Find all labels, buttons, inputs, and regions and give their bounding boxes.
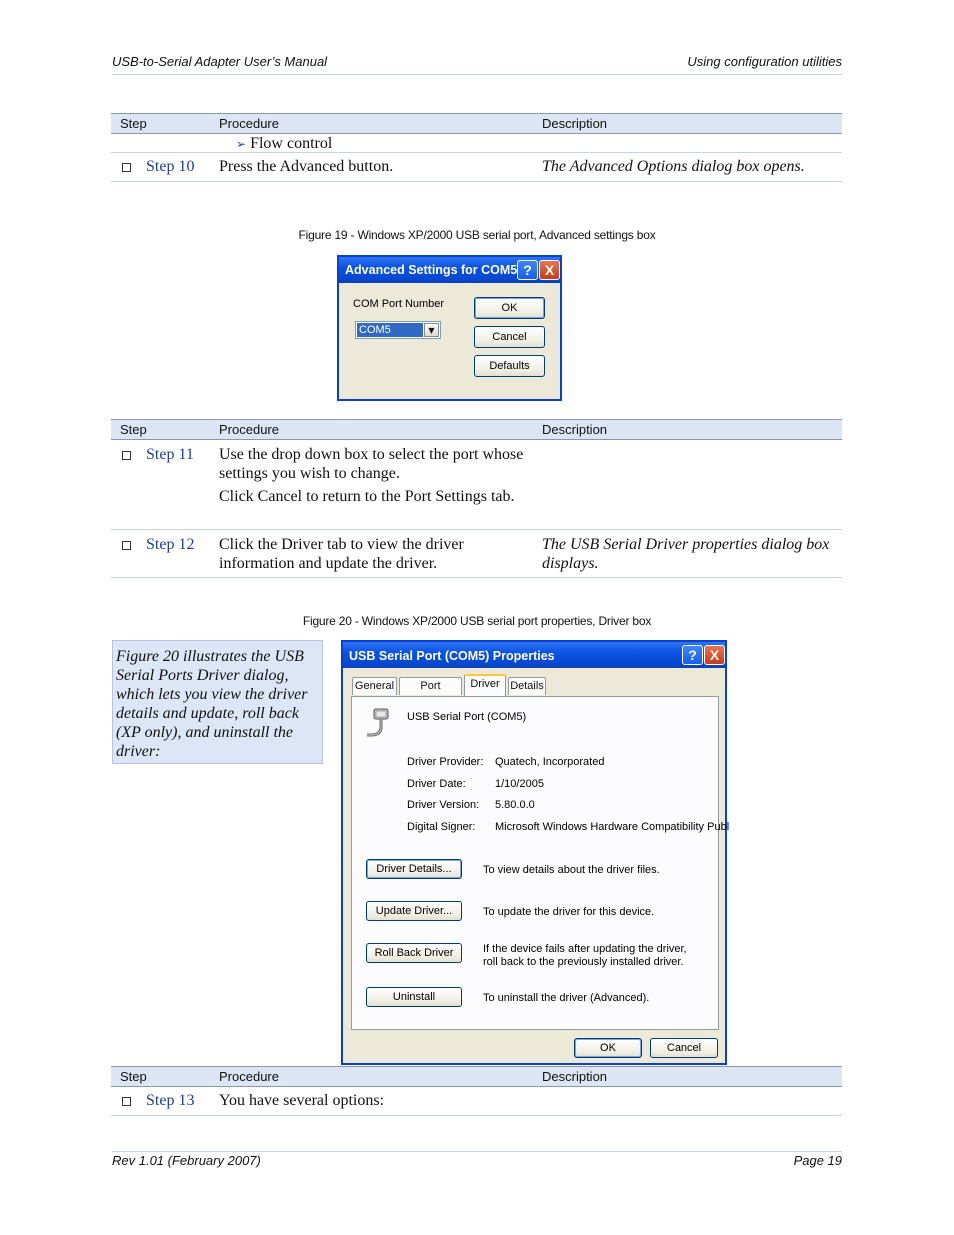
col-step: Step <box>120 116 147 131</box>
step-label: Step 11 <box>146 446 194 463</box>
header-title: USB-to-Serial Adapter User’s Manual <box>112 54 328 69</box>
bullet-item <box>236 134 332 154</box>
col-description: Description <box>542 422 608 437</box>
action-description: To view details about the driver files. <box>483 864 660 876</box>
arrow-bullet-icon: ➢ <box>236 137 247 151</box>
checkbox-icon <box>122 163 131 172</box>
table-header <box>111 113 842 134</box>
com-port-select[interactable] <box>355 321 441 339</box>
advanced-settings-dialog <box>337 255 562 401</box>
help-icon[interactable]: ? <box>517 260 538 280</box>
defaults-button[interactable]: Defaults <box>474 355 545 377</box>
field-value: Microsoft Windows Hardware Compatibility Publ <box>495 821 730 833</box>
dialog-titlebar <box>343 642 725 668</box>
help-icon[interactable]: ? <box>682 645 703 665</box>
driver-tab-panel <box>351 696 730 1030</box>
serial-port-icon <box>365 707 395 741</box>
table-row <box>111 153 842 182</box>
update-driver-button[interactable]: Update Driver... <box>366 901 462 921</box>
field-label: Driver Date: <box>407 778 466 790</box>
step-label: Step 10 <box>146 158 195 175</box>
action-description: To update the driver for this device. <box>483 906 655 918</box>
tab-strip <box>352 677 722 697</box>
roll-back-driver-button[interactable]: Roll Back Driver <box>366 943 462 963</box>
uninstall-button[interactable]: Uninstall <box>366 987 462 1007</box>
step-label: Step 12 <box>146 536 195 553</box>
table-row <box>111 1087 842 1116</box>
action-description: If the device fails after updating the driver, roll back to the previously installed driver. <box>483 943 687 968</box>
col-step: Step <box>120 422 147 437</box>
checkbox-icon <box>122 541 131 550</box>
driver-details-button[interactable]: Driver Details... <box>366 859 462 879</box>
header-section: Using configuration utilities <box>687 54 842 69</box>
page-number: Page 19 <box>793 1153 842 1168</box>
figure-caption: Figure 20 - Windows XP/2000 USB serial port properties, Driver box <box>302 614 652 628</box>
table-row <box>111 440 842 530</box>
col-step: Step <box>120 1069 147 1084</box>
field-value: 5.80.0.0 <box>495 799 535 811</box>
side-note: Figure 20 illustrates the USB Serial Ports Driver dialog, which lets you view the driver details and update, roll back (XP only), and uninstall the driver: <box>112 640 323 764</box>
tab-driver[interactable]: Driver <box>464 674 506 696</box>
cancel-button[interactable]: Cancel <box>650 1038 718 1058</box>
description-text: The USB Serial Driver properties dialog box displays. <box>542 536 830 572</box>
action-description: To uninstall the driver (Advanced). <box>483 992 650 1004</box>
field-label: Digital Signer: <box>407 821 476 833</box>
usb-properties-dialog <box>341 640 730 1065</box>
checkbox-icon <box>122 1097 131 1106</box>
cancel-button[interactable]: Cancel <box>474 326 545 348</box>
tab-details[interactable]: Details <box>508 677 546 695</box>
step-label: Step 13 <box>146 1092 195 1109</box>
ok-button[interactable]: OK <box>474 297 545 319</box>
close-icon[interactable]: X <box>704 645 725 665</box>
dialog-title: USB Serial Port (COM5) Properties <box>349 649 555 663</box>
bullet-text: Flow control <box>250 135 333 152</box>
procedure-text: Press the Advanced button. <box>219 158 394 175</box>
procedure-text: Click Cancel to return to the Port Settings tab. <box>219 488 515 505</box>
figure-caption: Figure 19 - Windows XP/2000 USB serial port, Advanced settings box <box>298 228 656 242</box>
chevron-down-icon[interactable]: ▼ <box>424 323 439 337</box>
device-name: USB Serial Port (COM5) <box>407 711 527 723</box>
table-header <box>111 419 842 440</box>
field-value: Quatech, Incorporated <box>495 756 605 768</box>
procedure-text: Use the drop down box to select the port whose settings you wish to change. <box>219 446 524 482</box>
description-text: The Advanced Options dialog box opens. <box>542 158 805 175</box>
close-icon[interactable]: X <box>539 260 560 280</box>
table-row <box>111 530 842 578</box>
com-port-value: COM5 <box>357 323 423 337</box>
field-value: 1/10/2005 <box>495 778 544 790</box>
procedure-text: Click the Driver tab to view the driver information and update the driver. <box>219 536 464 572</box>
ok-button[interactable]: OK <box>574 1038 642 1058</box>
page-footer <box>112 1151 842 1171</box>
com-port-label: COM Port Number <box>353 298 445 310</box>
dialog-titlebar <box>339 257 560 283</box>
dialog-title: Advanced Settings for COM5 <box>345 263 518 277</box>
col-procedure: Procedure <box>219 1069 279 1084</box>
col-description: Description <box>542 116 608 131</box>
page-header <box>112 54 842 75</box>
col-procedure: Procedure <box>219 116 279 131</box>
tab-port-settings[interactable]: Port <box>399 677 462 695</box>
table-row <box>111 134 842 153</box>
tab-general[interactable]: General <box>352 677 397 695</box>
checkbox-icon <box>122 451 131 460</box>
field-label: Driver Provider: <box>407 756 484 768</box>
revision-text: Rev 1.01 (February 2007) <box>112 1153 261 1168</box>
col-procedure: Procedure <box>219 422 279 437</box>
field-label: Driver Version: <box>407 799 480 811</box>
procedure-text: You have several options: <box>219 1092 385 1109</box>
table-header <box>111 1066 842 1087</box>
col-description: Description <box>542 1069 608 1084</box>
